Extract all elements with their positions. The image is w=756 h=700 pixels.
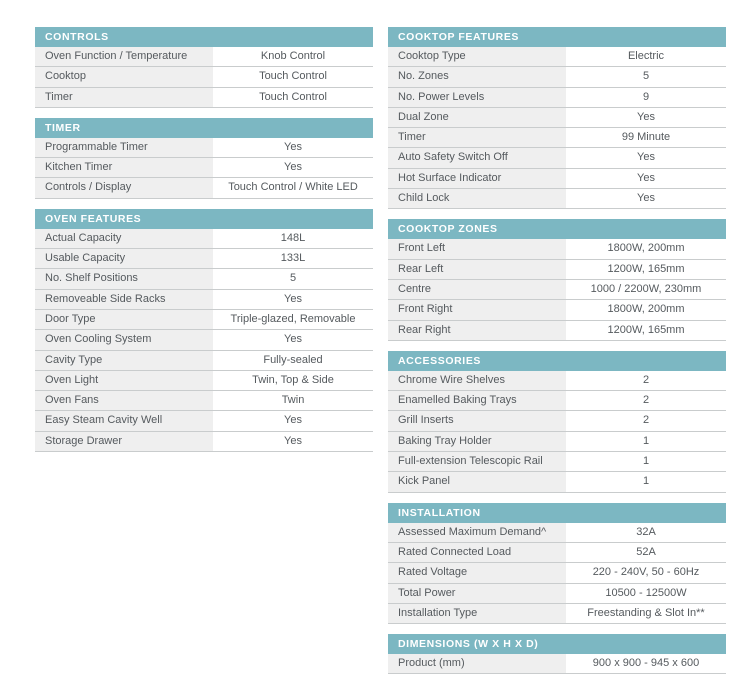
spec-value: Yes [284,140,302,153]
spec-label: Oven Function / Temperature [35,47,213,66]
spec-row [35,138,373,158]
spec-value: 5 [289,272,297,285]
spec-row [35,88,373,108]
spec-label: Chrome Wire Shelves [388,371,566,390]
right-spec-column [388,27,726,684]
spec-row [388,563,726,583]
section-controls [35,27,373,108]
spec-label: Programmable Timer [35,138,213,157]
spec-value: 1000 / 2200W, 230mm [590,282,702,295]
spec-label: Timer [35,88,213,107]
section-cooktop-zones [388,219,726,340]
spec-row [388,391,726,411]
spec-label: Oven Light [35,371,213,390]
section-dimensions-w-x-h-x-d [388,634,726,674]
spec-value: 99 Minute [621,131,671,144]
spec-row [35,330,373,350]
spec-label: Centre [388,280,566,299]
spec-row [35,249,373,269]
spec-label: Actual Capacity [35,229,213,248]
section-oven-features [35,209,373,452]
spec-label: No. Zones [388,67,566,86]
spec-value: 133L [280,252,306,265]
spec-label: Cooktop [35,67,213,86]
spec-row [388,584,726,604]
spec-value: 1800W, 200mm [607,242,685,255]
spec-label: Rear Right [388,321,566,340]
spec-row [388,472,726,492]
spec-label: Door Type [35,310,213,329]
spec-row [35,411,373,431]
spec-label: Dual Zone [388,108,566,127]
spec-value: 900 x 900 - 945 x 600 [592,657,700,670]
spec-row [388,604,726,624]
spec-value: 1800W, 200mm [607,303,685,316]
spec-value: 32A [636,525,656,538]
spec-value: 148L [280,231,306,244]
spec-value: Yes [284,161,302,174]
spec-value: Touch Control [259,90,327,103]
spec-value: Yes [284,414,302,427]
spec-value: Freestanding & Slot In** [587,606,705,619]
spec-row [388,452,726,472]
spec-row [388,300,726,320]
section-heading: COOKTOP FEATURES [388,27,726,47]
spec-label: Baking Tray Holder [388,432,566,451]
spec-label: Oven Cooling System [35,330,213,349]
spec-row [388,654,726,674]
spec-row [35,67,373,87]
spec-value: 2 [642,373,650,386]
spec-row [388,432,726,452]
spec-row [388,411,726,431]
spec-label: Storage Drawer [35,432,213,451]
spec-value: Fully-sealed [263,353,323,366]
spec-row [388,67,726,87]
spec-value: 1 [642,455,650,468]
spec-row [35,47,373,67]
section-heading: ACCESSORIES [388,351,726,371]
spec-value: Electric [627,50,665,62]
spec-row [388,108,726,128]
spec-row [35,269,373,289]
spec-row [388,371,726,391]
spec-value: 2 [642,394,650,407]
spec-row [35,391,373,411]
left-spec-column [35,27,373,462]
spec-value: Twin, Top & Side [252,373,334,386]
spec-row [388,321,726,341]
spec-label: Rear Left [388,260,566,279]
spec-label: Usable Capacity [35,249,213,268]
spec-label: Easy Steam Cavity Well [35,411,213,430]
spec-row [35,351,373,371]
spec-row [388,523,726,543]
spec-row [388,189,726,209]
spec-row [35,371,373,391]
spec-value: 1 [642,434,650,447]
spec-label: Cavity Type [35,351,213,370]
spec-label: Cooktop Type [388,47,566,66]
spec-value: Yes [637,151,655,164]
spec-row [388,47,726,67]
spec-value: Yes [637,110,655,123]
spec-label: Installation Type [388,604,566,623]
spec-value: Triple-glazed, Removable [230,312,356,325]
section-heading: OVEN FEATURES [35,209,373,229]
section-heading: DIMENSIONS (W X H X D) [388,634,726,654]
spec-label: Front Left [388,239,566,258]
spec-value: Yes [637,192,655,205]
section-timer [35,118,373,199]
spec-row [388,280,726,300]
section-installation [388,503,726,624]
spec-label: Removeable Side Racks [35,290,213,309]
spec-row [35,432,373,452]
section-heading: TIMER [35,118,373,138]
spec-label: Product (mm) [388,654,566,673]
section-cooktop-features [388,27,726,209]
spec-row [35,158,373,178]
spec-label: Controls / Display [35,178,213,197]
spec-row [388,128,726,148]
spec-value: 52A [636,545,656,558]
spec-row [35,178,373,198]
spec-label: Hot Surface Indicator [388,169,566,188]
spec-label: Total Power [388,584,566,603]
spec-value: 5 [642,70,650,83]
spec-value: 1200W, 165mm [607,262,685,275]
spec-value: 1200W, 165mm [607,323,685,336]
spec-label: Front Right [388,300,566,319]
spec-label: Assessed Maximum Demand^ [388,523,566,542]
section-heading: COOKTOP ZONES [388,219,726,239]
spec-row [388,260,726,280]
spec-label: Oven Fans [35,391,213,410]
spec-label: No. Shelf Positions [35,269,213,288]
section-heading: INSTALLATION [388,503,726,523]
section-heading: CONTROLS [35,27,373,47]
spec-row [35,290,373,310]
spec-value: Touch Control / White LED [228,181,358,194]
spec-value: Touch Control [259,70,327,83]
spec-value: Yes [284,292,302,305]
spec-row [388,169,726,189]
spec-value: 220 - 240V, 50 - 60Hz [592,566,700,579]
spec-label: Timer [388,128,566,147]
spec-row [388,148,726,168]
spec-value: 1 [642,475,650,488]
spec-label: Full-extension Telescopic Rail [388,452,566,471]
section-accessories [388,351,726,493]
spec-label: Rated Connected Load [388,543,566,562]
spec-value: Yes [637,171,655,184]
spec-label: No. Power Levels [388,88,566,107]
spec-value: 10500 - 12500W [605,586,687,599]
spec-label: Kitchen Timer [35,158,213,177]
spec-label: Kick Panel [388,472,566,491]
spec-label: Enamelled Baking Trays [388,391,566,410]
spec-label: Auto Safety Switch Off [388,148,566,167]
spec-row [388,239,726,259]
spec-value: Knob Control [260,50,326,62]
spec-row [388,543,726,563]
spec-value: Twin [281,394,305,407]
spec-value: Yes [284,333,302,346]
spec-value: 9 [642,90,650,103]
spec-value: 2 [642,414,650,427]
spec-row [388,88,726,108]
spec-label: Grill Inserts [388,411,566,430]
spec-row [35,229,373,249]
spec-label: Rated Voltage [388,563,566,582]
spec-label: Child Lock [388,189,566,208]
spec-value: Yes [284,434,302,447]
spec-row [35,310,373,330]
